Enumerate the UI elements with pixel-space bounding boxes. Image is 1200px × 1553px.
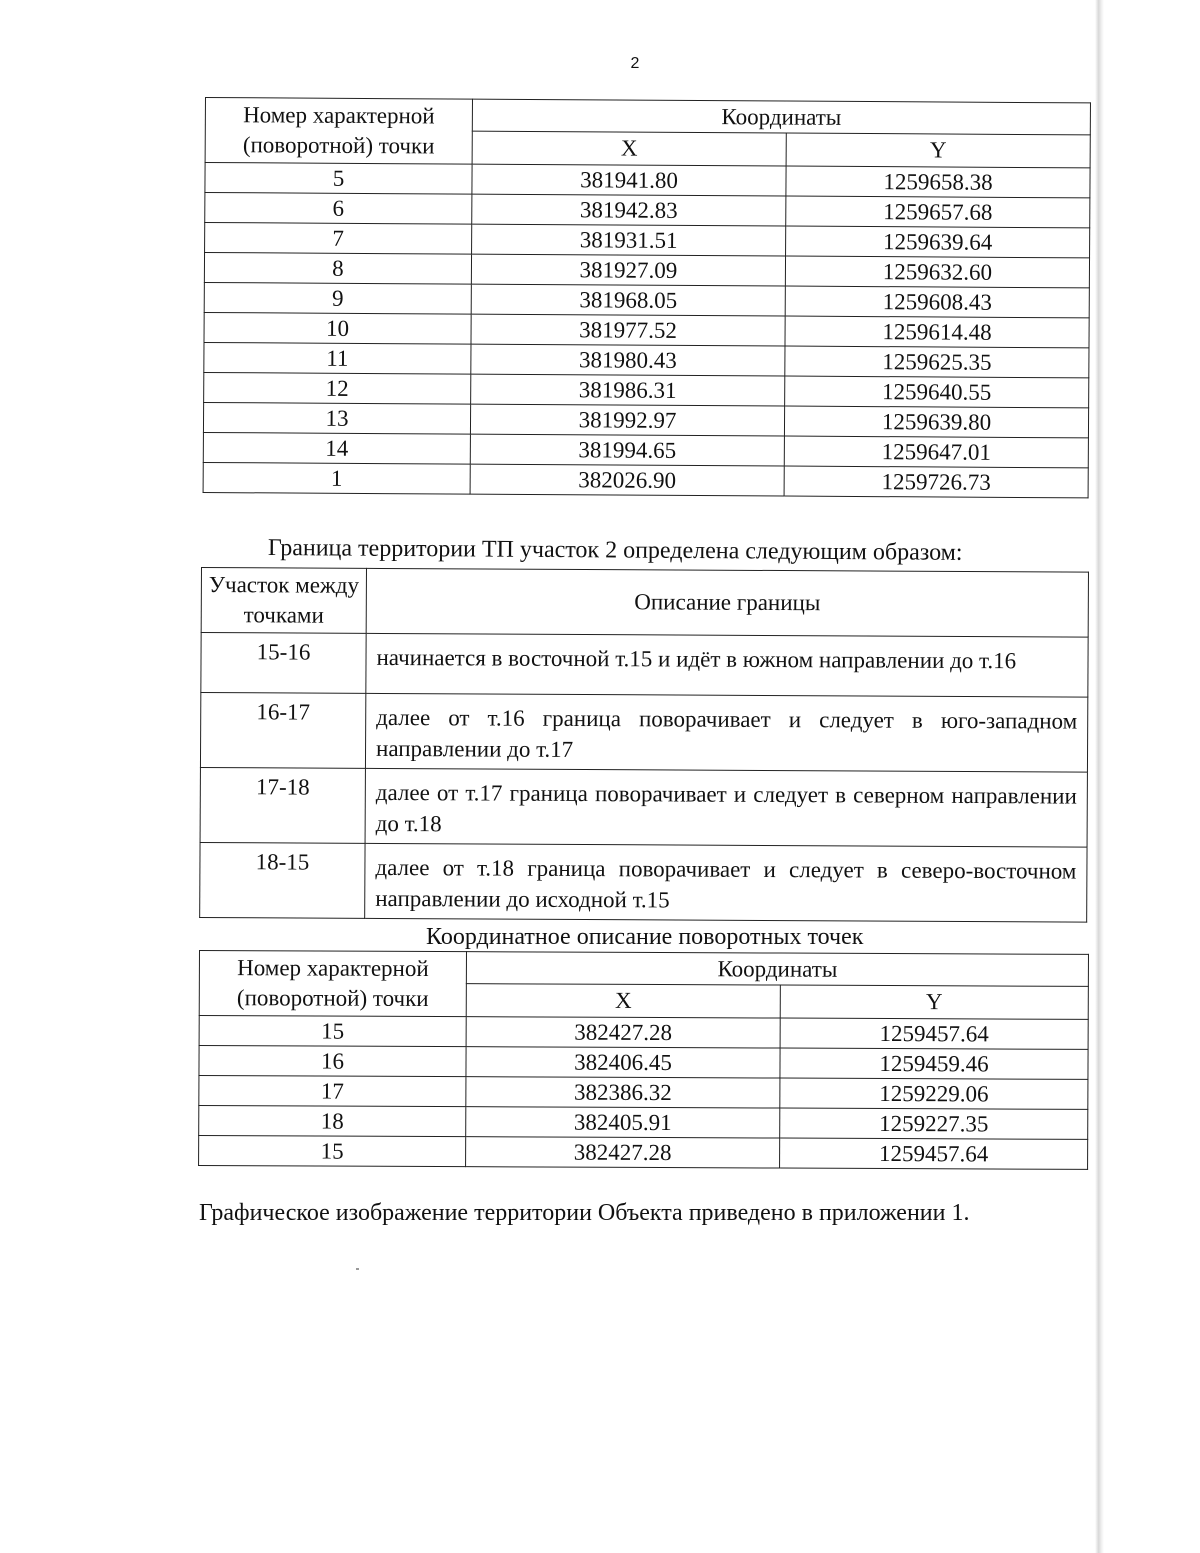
coordinates-table-2-body (199, 1015, 1089, 1169)
header-point-number: Номер характерной (поворотной) точки (205, 98, 472, 164)
y-cell: 1259457.64 (780, 1138, 1088, 1169)
y-cell: 1259227.35 (780, 1108, 1088, 1139)
x-cell: 381977.52 (471, 314, 785, 346)
y-cell: 1259625.35 (785, 346, 1089, 378)
header-coordinates: Координаты (466, 952, 1088, 987)
header-segment: Участок между точками (201, 568, 366, 634)
point-number-cell: 5 (205, 162, 472, 194)
header-point-number: Номер характерной (поворотной) точки (199, 951, 466, 1017)
y-cell: 1259726.73 (784, 466, 1088, 498)
scan-edge-shadow (1095, 0, 1104, 1553)
x-cell: 381968.05 (471, 284, 785, 316)
coordinates-table-1 (203, 97, 1091, 498)
x-cell: 381942.83 (472, 194, 786, 226)
point-number-cell: 7 (205, 222, 472, 254)
y-cell: 1259640.55 (785, 376, 1089, 408)
y-cell: 1259658.38 (786, 166, 1090, 198)
point-number-cell: 17 (199, 1075, 466, 1106)
x-cell: 381941.80 (472, 164, 786, 196)
y-cell: 1259657.68 (786, 196, 1090, 228)
table-row (201, 632, 1088, 697)
y-cell: 1259459.46 (780, 1048, 1088, 1079)
x-cell: 382026.90 (470, 464, 784, 496)
header-y: Y (780, 985, 1088, 1019)
description-cell: далее от т.18 граница поворачивает и следует в северо-восточном направлении до исходной т.15 (365, 843, 1087, 922)
x-cell: 382386.32 (466, 1076, 780, 1107)
point-number-cell: 12 (204, 372, 471, 404)
page-number: 2 (630, 55, 640, 72)
description-cell: начинается в восточной т.15 и идёт в южном направлении до т.16 (366, 633, 1088, 697)
point-number-cell: 15 (199, 1135, 466, 1166)
x-cell: 381927.09 (471, 254, 785, 286)
boundary-description-table (199, 567, 1089, 923)
table-row (200, 767, 1087, 847)
x-cell: 381986.31 (471, 374, 785, 406)
coordinates-table-1-body (203, 162, 1090, 497)
x-cell: 381994.65 (470, 434, 784, 466)
header-y: Y (786, 133, 1090, 167)
header-x: X (472, 132, 786, 166)
header-coordinates: Координаты (472, 99, 1090, 135)
segment-cell: 18-15 (200, 842, 365, 918)
x-cell: 381931.51 (472, 224, 786, 256)
x-cell: 381980.43 (471, 344, 785, 376)
table-row (199, 1015, 1088, 1049)
y-cell: 1259614.48 (785, 316, 1089, 348)
segment-cell: 15-16 (201, 632, 366, 693)
point-number-cell: 13 (203, 402, 470, 434)
table-row (199, 1135, 1088, 1169)
description-cell: далее от т.16 граница поворачивает и следует в юго-западном направлении до т.17 (365, 693, 1087, 772)
coordinates-caption: Координатное описание поворотных точек (426, 924, 864, 950)
table-row (200, 842, 1087, 922)
y-cell: 1259639.64 (786, 226, 1090, 258)
description-cell: далее от т.17 граница поворачивает и следует в северном направлении до т.18 (365, 768, 1087, 847)
table-row (199, 1075, 1088, 1109)
point-number-cell: 18 (199, 1105, 466, 1136)
point-number-cell: 16 (199, 1045, 466, 1076)
y-cell: 1259457.64 (780, 1018, 1088, 1049)
y-cell: 1259608.43 (785, 286, 1089, 318)
y-cell: 1259632.60 (785, 256, 1089, 288)
x-cell: 382427.28 (466, 1016, 780, 1047)
point-number-cell: 14 (203, 432, 470, 464)
point-number-cell: 8 (204, 252, 471, 284)
x-cell: 382406.45 (466, 1046, 780, 1077)
point-number-cell: 15 (199, 1015, 466, 1046)
footer-note: Графическое изображение территории Объекта приведено в приложении 1. (199, 1200, 970, 1226)
segment-cell: 17-18 (200, 767, 365, 843)
coordinates-table-2 (198, 950, 1089, 1170)
table-row (199, 1105, 1088, 1139)
y-cell: 1259647.01 (784, 436, 1088, 468)
scan-smudge (356, 1268, 359, 1270)
point-number-cell: 10 (204, 312, 471, 344)
x-cell: 382405.91 (466, 1106, 780, 1137)
table-row (200, 692, 1087, 772)
boundary-caption: Граница территории ТП участок 2 определена следующим образом: (267, 535, 963, 566)
table-row (203, 462, 1088, 497)
x-cell: 381992.97 (470, 404, 784, 436)
point-number-cell: 1 (203, 462, 470, 494)
table-row (199, 1045, 1088, 1079)
point-number-cell: 6 (205, 192, 472, 224)
y-cell: 1259229.06 (780, 1078, 1088, 1109)
y-cell: 1259639.80 (784, 406, 1088, 438)
header-description: Описание границы (366, 568, 1088, 637)
point-number-cell: 11 (204, 342, 471, 374)
x-cell: 382427.28 (466, 1136, 780, 1167)
segment-cell: 16-17 (200, 692, 365, 768)
boundary-description-body (200, 632, 1088, 922)
point-number-cell: 9 (204, 282, 471, 314)
header-x: X (466, 984, 780, 1018)
